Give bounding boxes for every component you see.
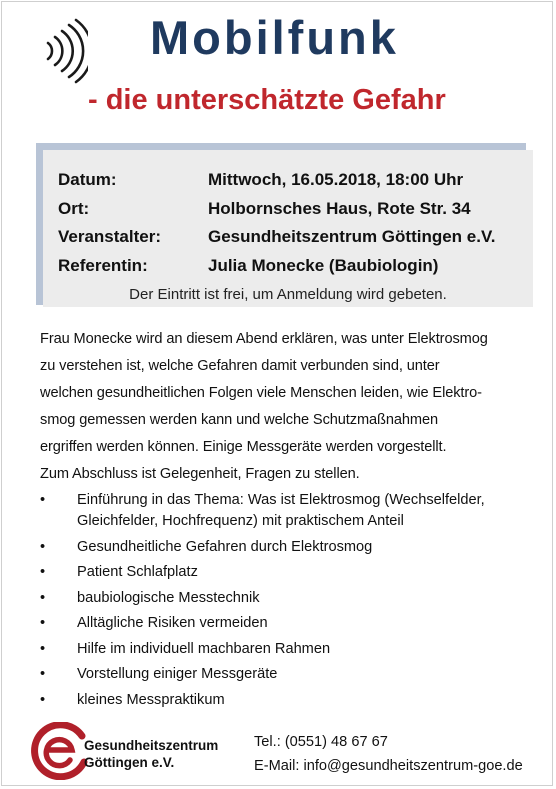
- info-label: Ort:: [58, 198, 90, 218]
- list-item-text: Einführung in das Thema: Was ist Elektrosmog (Wechselfelder, Gleichfelder, Hochfrequenz) mit praktischem Anteil: [77, 492, 485, 529]
- bullet-icon: •: [40, 538, 46, 555]
- info-frame-top: [36, 143, 526, 150]
- info-value: Julia Monecke (Baubiologin): [208, 255, 439, 275]
- info-value: Gesundheitszentrum Göttingen e.V.: [208, 227, 496, 246]
- bullet-icon: •: [40, 691, 46, 708]
- description-text: Frau Monecke wird an diesem Abend erklären, was unter Elektrosmog zu verstehen ist, welche Gefahren damit verbunden sind, unter welchen gesundheitlichen Folgen viele Menschen leiden, wie Elektro- smog gemessen werden kann und welche Schutzmaßnahmen ergriffen werden können. Einige Messgeräte werden vorgestellt. Zum Abschluss ist Gelegenheit, Fragen zu stellen.: [40, 331, 488, 482]
- list-item: [40, 613, 545, 634]
- list-item: [40, 639, 545, 660]
- info-label: Referentin:: [58, 255, 148, 275]
- topic-list: [40, 490, 545, 715]
- list-item-text: Vorstellung einiger Messgeräte: [77, 666, 278, 682]
- page-subtitle: - die unterschätzte Gefahr: [88, 84, 446, 116]
- list-item: [40, 588, 545, 609]
- list-item-text: baubiologische Messtechnik: [77, 589, 260, 606]
- list-item-text: Hilfe im individuell machbaren Rahmen: [77, 640, 331, 657]
- list-item-text: Gesundheitliche Gefahren durch Elektrosmog: [77, 538, 373, 555]
- info-row-location: [58, 195, 533, 224]
- organization-name: Gesundheitszentrum Göttingen e.V.: [84, 738, 219, 770]
- phone-number: Tel.: (0551) 48 67 67: [254, 734, 388, 750]
- admission-note: Der Eintritt ist frei, um Anmeldung wird gebeten.: [129, 286, 447, 303]
- info-value: Holbornsches Haus, Rote Str. 34: [208, 198, 471, 218]
- event-info-box: [43, 150, 533, 307]
- list-item: [40, 690, 545, 711]
- info-row-speaker: [58, 252, 533, 281]
- info-row-organizer: [58, 223, 533, 252]
- bullet-icon: •: [40, 615, 46, 631]
- list-item: [40, 490, 545, 532]
- list-item: [40, 664, 545, 685]
- info-frame-left: [36, 143, 43, 305]
- list-item: [40, 562, 545, 583]
- info-label: Datum:: [58, 170, 117, 189]
- bullet-icon: •: [40, 492, 46, 508]
- list-item-text: Alltägliche Risiken vermeiden: [77, 615, 268, 631]
- list-item: [40, 537, 545, 558]
- info-value: Mittwoch, 16.05.2018, 18:00 Uhr: [208, 170, 464, 189]
- info-row-date: [58, 166, 533, 195]
- list-item-text: kleines Messpraktikum: [77, 691, 225, 708]
- email-address[interactable]: E-Mail: info@gesundheitszentrum-goe.de: [254, 758, 523, 774]
- bullet-icon: •: [40, 589, 46, 606]
- signal-waves-icon: [42, 18, 88, 84]
- info-label: Veranstalter:: [58, 227, 161, 246]
- gesundheitszentrum-logo-icon: [30, 722, 90, 780]
- bullet-icon: •: [40, 640, 46, 657]
- bullet-icon: •: [40, 666, 46, 682]
- contact-block: [254, 730, 523, 778]
- page-title: Mobilfunk: [150, 11, 399, 64]
- list-item-text: Patient Schlafplatz: [77, 564, 198, 580]
- bullet-icon: •: [40, 564, 46, 580]
